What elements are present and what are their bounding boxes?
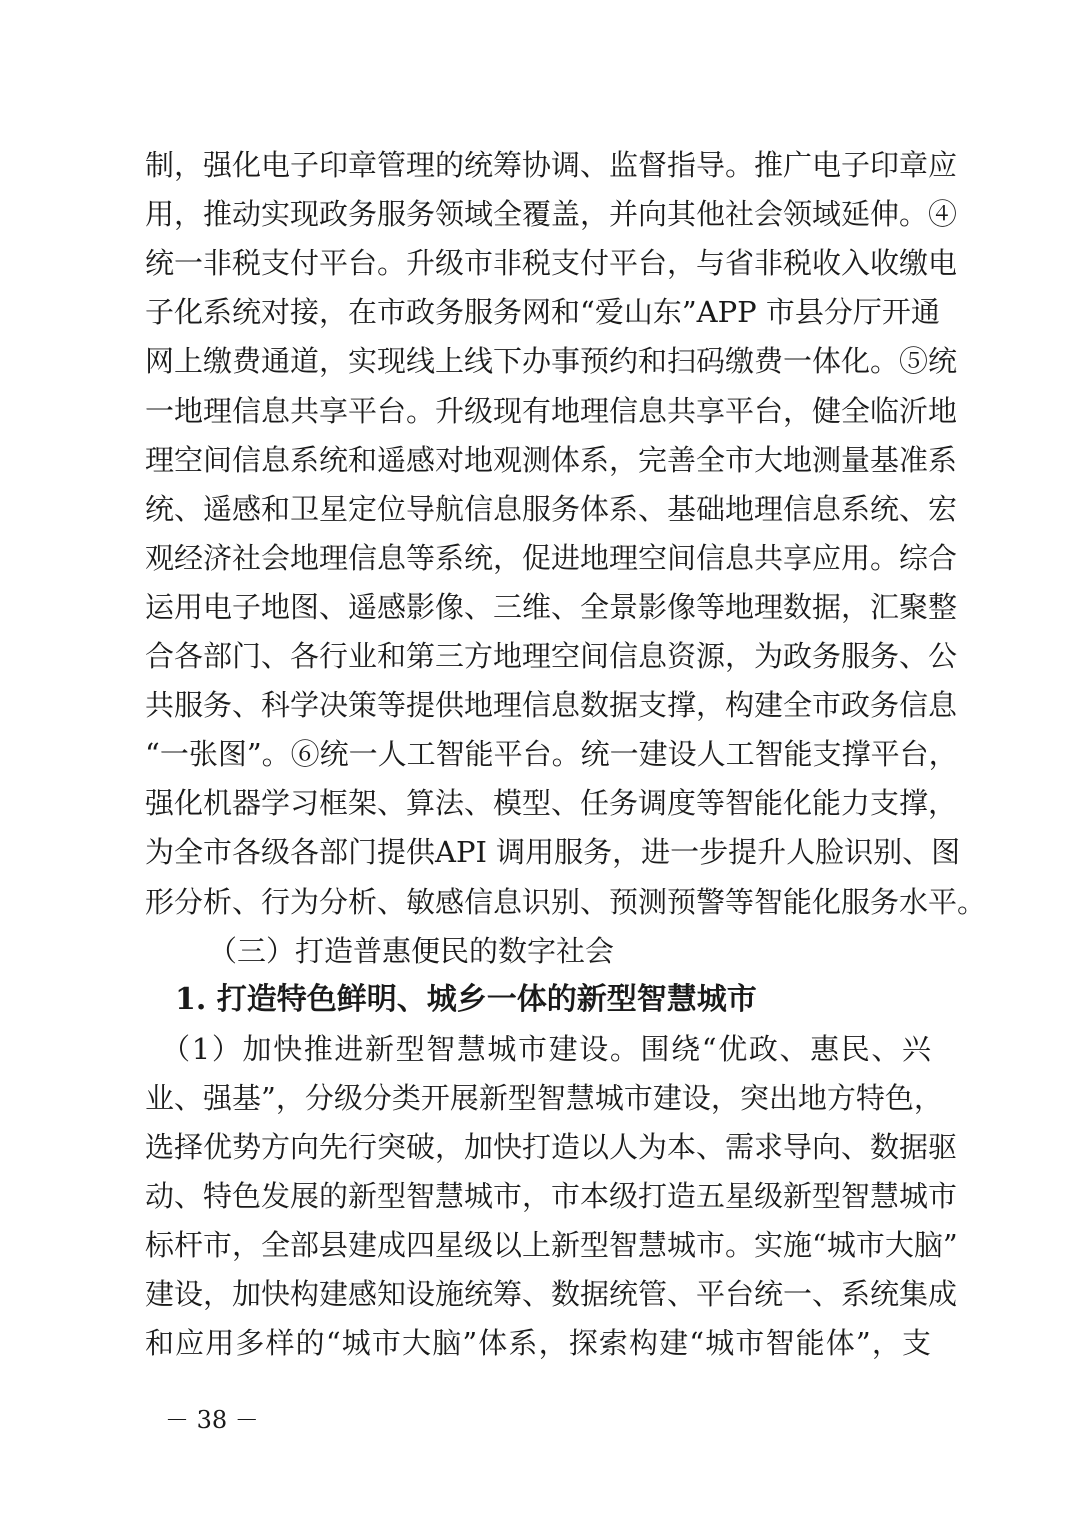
body-text-line: 统一非税支付平台。升级市非税支付平台，与省非税收入收缴电 — [145, 246, 958, 281]
body-text-line: 观经济社会地理信息等系统，促进地理空间信息共享应用。综合 — [145, 540, 958, 575]
subsection-heading: 1. 打造特色鲜明、城乡一体的新型智慧城市 — [175, 981, 757, 1017]
body-text-line: 统、遥感和卫星定位导航信息服务体系、基础地理信息系统、宏 — [145, 491, 958, 526]
body-text-line: 为全市各级各部门提供API 调用服务，进一步提升人脸识别、图 — [145, 835, 961, 870]
body-text-line: 业、强基”，分级分类开展新型智慧城市建设，突出地方特色， — [145, 1080, 943, 1115]
body-text-line: 制，强化电子印章管理的统筹协调、监督指导。推广电子印章应 — [145, 148, 958, 182]
body-text-line: 运用电子地图、遥感影像、三维、全景影像等地理数据，汇聚整 — [145, 589, 958, 624]
body-text-line: 形分析、行为分析、敏感信息识别、预测预警等智能化服务水平。 — [145, 884, 987, 919]
body-text-line: 一地理信息共享平台。升级现有地理信息共享平台，健全临沂地 — [145, 393, 958, 428]
body-text-line: 网上缴费通道，实现线上线下办事预约和扫码缴费一体化。⑤统 — [145, 344, 958, 379]
body-text-line: 标杆市，全部县建成四星级以上新型智慧城市。实施“城市大脑” — [145, 1228, 958, 1263]
section-heading: （三）打造普惠便民的数字社会 — [208, 933, 615, 968]
body-text-line: 和应用多样的“城市大脑”体系，探索构建“城市智能体”，支 — [145, 1326, 931, 1361]
body-text-line: 合各部门、各行业和第三方地理空间信息资源，为政务服务、公 — [145, 639, 958, 673]
body-text-line: （1）加快推进新型智慧城市建设。围绕“优政、惠民、兴 — [145, 1031, 931, 1066]
page-number: － 38 － — [165, 1406, 259, 1434]
body-text-line: 强化机器学习框架、算法、模型、任务调度等智能化能力支撑， — [145, 786, 958, 821]
body-text-line: 动、特色发展的新型智慧城市，市本级打造五星级新型智慧城市 — [145, 1179, 958, 1214]
body-text-line: 建设，加快构建感知设施统筹、数据统管、平台统一、系统集成 — [145, 1277, 958, 1312]
body-text-line: 理空间信息系统和遥感对地观测体系，完善全市大地测量基准系 — [145, 442, 958, 477]
body-text-line: 子化系统对接，在市政务服务网和“爱山东”APP 市县分厅开通 — [145, 295, 940, 330]
body-text-line: 选择优势方向先行突破，加快打造以人为本、需求导向、数据驱 — [145, 1130, 958, 1164]
body-text-line: 共服务、科学决策等提供地理信息数据支撑，构建全市政务信息 — [145, 688, 958, 723]
body-text-line: “一张图”。⑥统一人工智能平台。统一建设人工智能支撑平台， — [145, 737, 958, 772]
body-text-line: 用，推动实现政务服务领域全覆盖，并向其他社会领域延伸。④ — [145, 197, 958, 232]
